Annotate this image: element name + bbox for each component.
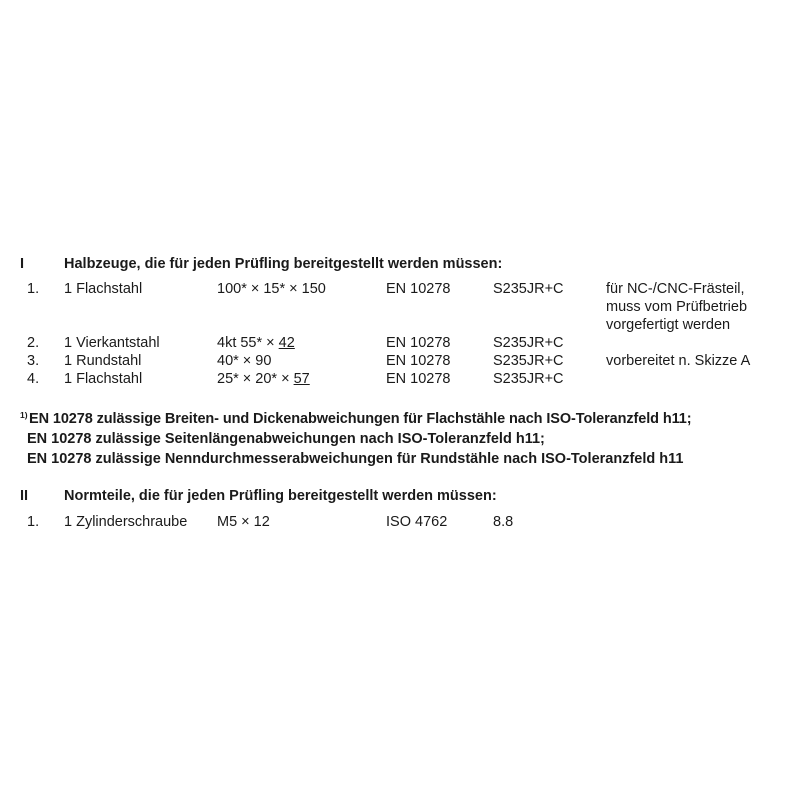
dimensions: 40* × 90: [217, 353, 272, 369]
row-number: 3.: [27, 353, 40, 369]
material: 8.8: [493, 514, 514, 530]
standard: EN 10278: [386, 335, 451, 351]
footnote-line: EN 10278 zulässige Seitenlängenabweichungen nach ISO-Toleranzfeld h11;: [27, 431, 545, 447]
dimensions: 100* × 15* × 150: [217, 281, 326, 297]
section-1-numeral: I: [20, 256, 25, 272]
note-line: für NC-/CNC-Frästeil,: [606, 281, 745, 297]
material: S235JR+C: [493, 353, 564, 369]
dimensions: [217, 335, 295, 351]
row-number: 1.: [27, 281, 40, 297]
note-line: vorgefertigt werden: [606, 317, 731, 333]
row-number: 2.: [27, 335, 40, 351]
material: S235JR+C: [493, 335, 564, 351]
dimension-underlined: 57: [293, 371, 310, 387]
section-2-numeral: II: [20, 488, 29, 504]
item-name: 1 Rundstahl: [64, 353, 142, 369]
material: S235JR+C: [493, 371, 564, 387]
dimension-text: 4kt 55* ×: [217, 335, 279, 351]
note-line: muss vom Prüfbetrieb: [606, 299, 748, 315]
dimensions: M5 × 12: [217, 514, 270, 530]
section-2-heading: Normteile, die für jeden Prüfling bereitgestellt werden müssen:: [64, 488, 497, 504]
row-number: 1.: [27, 514, 40, 530]
dimension-text: 25* × 20* ×: [217, 371, 294, 387]
footnote-marker: 1): [20, 410, 28, 420]
dimensions: [217, 371, 310, 387]
section-1-heading: Halbzeuge, die für jeden Prüfling bereitgestellt werden müssen:: [64, 256, 503, 272]
item-name: 1 Flachstahl: [64, 371, 143, 387]
item-name: 1 Flachstahl: [64, 281, 143, 297]
dimension-underlined: 42: [278, 335, 295, 351]
material: S235JR+C: [493, 281, 564, 297]
note-line: vorbereitet n. Skizze A: [606, 353, 751, 369]
standard: EN 10278: [386, 281, 451, 297]
standard: EN 10278: [386, 353, 451, 369]
item-name: 1 Zylinderschraube: [64, 514, 188, 530]
standard: EN 10278: [386, 371, 451, 387]
footnote-line: EN 10278 zulässige Nenndurchmesserabweichungen für Rundstähle nach ISO-Toleranzfeld h11: [27, 451, 684, 467]
row-number: 4.: [27, 371, 40, 387]
footnote-line: EN 10278 zulässige Breiten- und Dickenabweichungen für Flachstähle nach ISO-Toleranzfeld h11;: [29, 411, 692, 427]
item-name: 1 Vierkantstahl: [64, 335, 160, 351]
standard: ISO 4762: [386, 514, 448, 530]
